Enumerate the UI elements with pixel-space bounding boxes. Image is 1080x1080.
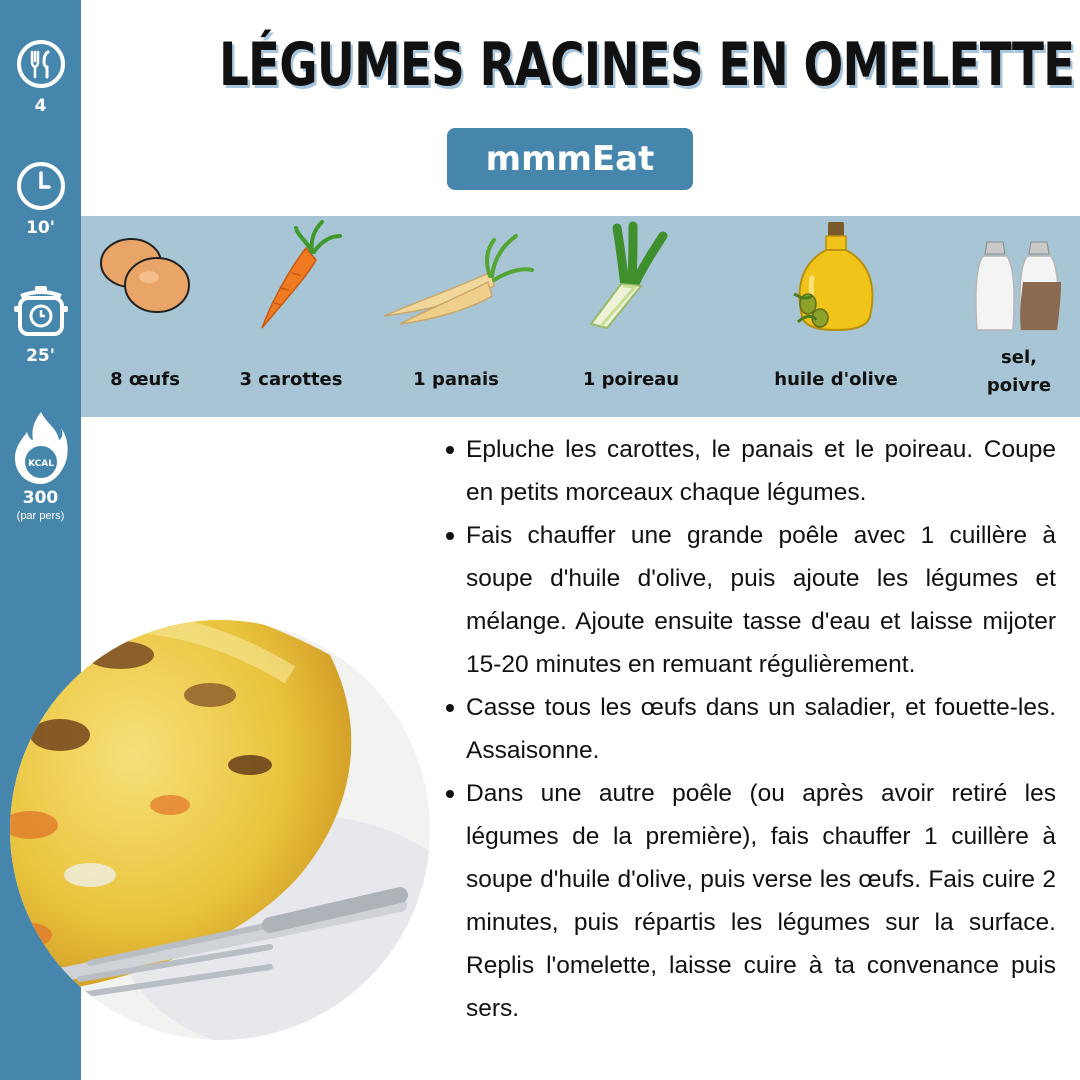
ingredient-label: huile d'olive [774,369,898,390]
instruction-step: Fais chauffer une grande poêle avec 1 cuillère à soupe d'huile d'olive, puis ajoute les légumes et mélange. Ajoute ensuite tasse d'eau et laisse mijoter 15-20 minutes en remuant régulièrement. [438,514,1056,686]
parsnip-icon [376,224,536,334]
ingredient-label: 1 panais [413,369,499,390]
ingredients-band [81,216,1080,417]
servings-block [0,38,81,116]
ingredient-eggs [81,216,209,417]
recipe-title: LÉGUMES RACINES EN OMELETTE [219,30,1075,100]
ingredient-olive-oil [751,216,921,417]
leek-icon [571,220,691,335]
cutlery-icon [15,38,67,90]
instruction-step: Dans une autre poêle (ou après avoir retiré les légumes de la première), fais chauffer 1 cuillère à soupe d'huile d'olive, puis verse les œufs. Fais cuire 2 minutes, puis répartis les légumes sur la surface. Replis l'omelette, laisse cuire à ta convenance puis sers. [438,772,1056,1030]
calories-value: 300 [22,488,59,508]
ingredient-label: 8 œufs [110,369,180,390]
omelette-illustration [0,575,430,1075]
ingredient-label: sel, poivre [986,347,1052,396]
olive-oil-icon [786,220,886,340]
eggs-icon [95,231,195,321]
cook-time-value: 25' [26,346,55,366]
ingredient-carrots [221,216,361,417]
salt-pepper-icon [969,238,1069,338]
calories-block [0,410,81,522]
kcal-icon-label: KCAL [27,459,54,469]
ingredient-parsnip [376,216,536,417]
ingredient-label: 1 poireau [582,369,680,390]
clock-icon [15,160,67,212]
instructions-list [438,428,1056,1030]
servings-value: 4 [34,96,47,116]
cook-time-block [0,282,81,366]
prep-time-value: 10' [26,218,55,238]
ingredient-salt-pepper [961,216,1076,417]
calories-unit: (par pers) [16,510,65,522]
brand-logo: mmmEat [447,128,693,190]
carrot-icon [236,218,346,338]
flame-icon [11,410,71,486]
instruction-step: Epluche les carottes, le panais et le poireau. Coupe en petits morceaux chaque légumes. [438,428,1056,514]
ingredient-label: 3 carottes [239,369,343,390]
cooking-pot-icon [13,282,69,342]
prep-time-block [0,160,81,238]
omelette-photo [0,575,430,1075]
instruction-step: Casse tous les œufs dans un saladier, et fouette-les. Assaisonne. [438,686,1056,772]
ingredient-leek [551,216,711,417]
